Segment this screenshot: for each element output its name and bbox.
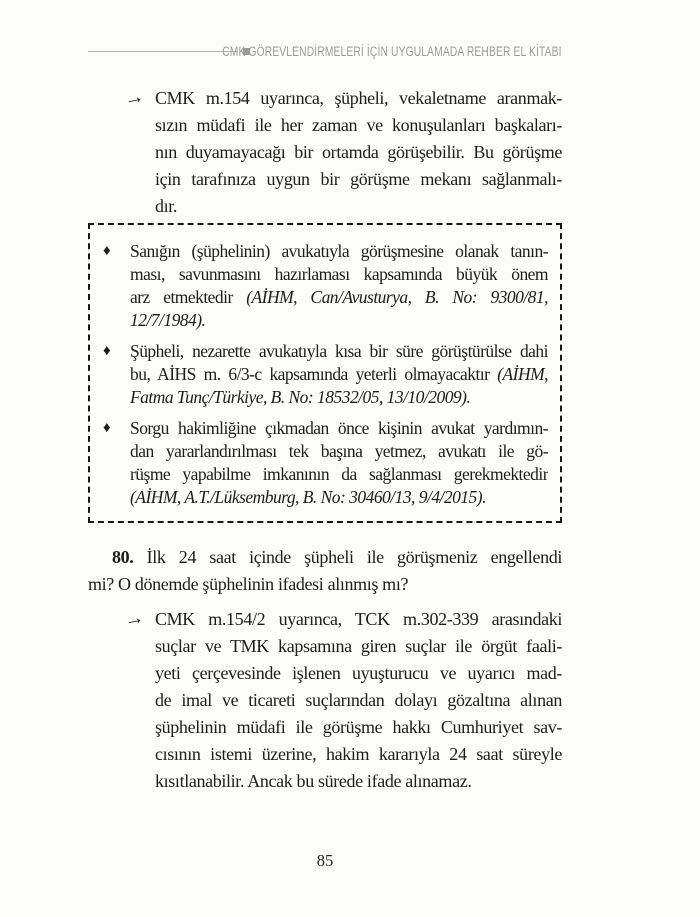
arrow-bullet-icon: → bbox=[122, 606, 146, 632]
text-line: şüphelinin müdafi ile görüşme hakkı Cumhuriyet sav- bbox=[155, 717, 562, 737]
text-line: dan yararlandırılması tek başına yetmez, avukatı ile gö- bbox=[130, 441, 548, 461]
text-line: Sanığın (şüphelinin) avukatıyla görüşmesine olanak tanın- bbox=[130, 241, 548, 261]
text-line: dır. bbox=[155, 196, 178, 216]
text-line: Şüpheli, nezarette avukatıyla kısa bir süre görüştürülse dahi bbox=[130, 341, 548, 361]
arrow-bullet-icon: → bbox=[122, 85, 146, 111]
text-line: Sorgu hakimliğine çıkmadan önce kişinin avukat yardımın- bbox=[130, 418, 548, 438]
text-line: nın duyamayacağı bir ortamda görüşebilir. Bu görüşme bbox=[155, 142, 562, 162]
text-line: mi? O dönemde şüphelinin ifadesi alınmış mı? bbox=[88, 574, 409, 594]
text-line: rüşme yapabilme imkanının da sağlanması gerekmektedir bbox=[130, 464, 548, 484]
text-line: sızın müdafi ile her zaman ve konuşulanları başkaları- bbox=[155, 115, 562, 135]
text-line: Fatma Tunç/Türkiye, B. No: 18532/05, 13/10/2009). bbox=[130, 387, 471, 407]
citation-item bbox=[100, 417, 548, 509]
page-header-title: CMK GÖREVLENDİRMELERİ İÇİN UYGULAMADA REHBER EL KİTABI bbox=[222, 44, 562, 59]
answer-paragraph-text bbox=[155, 606, 562, 795]
intro-paragraph-text bbox=[155, 85, 562, 220]
diamond-bullet-icon: ♦ bbox=[103, 343, 111, 359]
running-header bbox=[88, 44, 562, 59]
text-line: suçlar ve TMK kapsamına giren suçlar ile örgüt faali- bbox=[155, 636, 562, 656]
text-line: 12/7/1984). bbox=[130, 310, 206, 330]
text-line: cısının istemi üzerine, hakim kararıyla 24 saat süreyle bbox=[155, 744, 562, 764]
question-number: 80. bbox=[112, 547, 134, 567]
header-rule bbox=[88, 51, 238, 52]
question-paragraph bbox=[88, 544, 562, 598]
text-line: yeti çerçevesinde işlenen uyuşturucu ve uyarıcı mad- bbox=[155, 663, 562, 683]
text-line: arz etmektedir (AİHM, Can/Avusturya, B. No: 9300/81, bbox=[130, 287, 548, 307]
text-line: bu, AİHS m. 6/3-c kapsamında yeterli olmayacaktır (AİHM, bbox=[130, 364, 548, 384]
citation-item-text bbox=[130, 240, 548, 332]
text-line: de imal ve ticareti suçlarından dolayı gözaltına alınan bbox=[155, 690, 562, 710]
text-line: ması, savunmasını hazırlaması kapsamında büyük önem bbox=[130, 264, 548, 284]
citation-item bbox=[100, 240, 548, 332]
text-line: 80. İlk 24 saat içinde şüpheli ile görüşmeniz engellendi bbox=[112, 547, 562, 567]
answer-paragraph bbox=[88, 606, 562, 795]
text-line: kısıtlanabilir. Ancak bu sürede ifade alınamaz. bbox=[155, 771, 472, 791]
text-line: CMK m.154 uyarınca, şüpheli, vekaletname aranmak- bbox=[155, 88, 562, 108]
page-number: 85 bbox=[316, 851, 334, 870]
diamond-bullet-icon: ♦ bbox=[103, 420, 111, 436]
intro-paragraph bbox=[88, 85, 562, 220]
citation-box bbox=[88, 223, 562, 523]
text-line: CMK m.154/2 uyarınca, TCK m.302-339 arasındaki bbox=[155, 609, 562, 629]
citation-item-text bbox=[130, 340, 548, 409]
diamond-bullet-icon: ♦ bbox=[103, 243, 111, 259]
text-line: (AİHM, A.T./Lüksemburg, B. No: 30460/13, 9/4/2015). bbox=[130, 487, 486, 507]
citation-item-text bbox=[130, 417, 548, 509]
text-line: için tarafınıza uygun bir görüşme mekanı sağlanmalı- bbox=[155, 169, 562, 189]
citation-item bbox=[100, 340, 548, 409]
